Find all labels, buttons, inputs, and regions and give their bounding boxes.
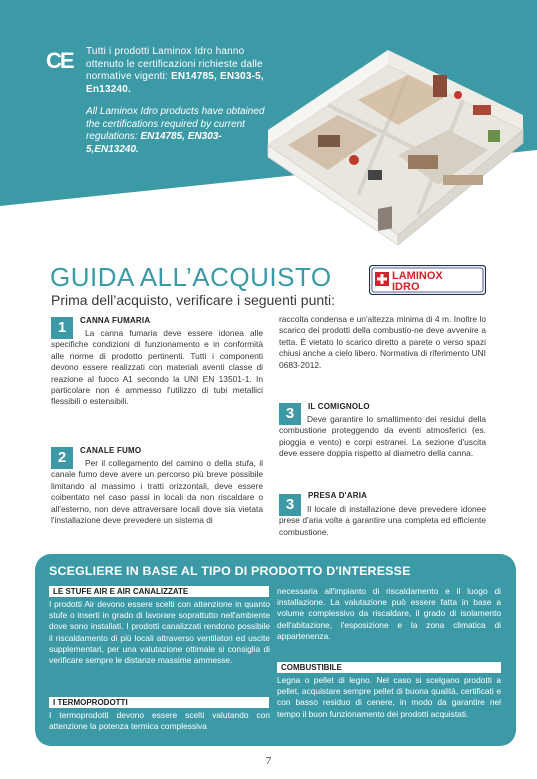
certification-text-it xyxy=(86,46,268,96)
text-stufe-air: I prodotti Air devono essere scelti con attenzione in quanto stufe o inserti in grado di lavorare soprattutto nell'ambiente dove sono installati. I prodotti canalizzati rendono possibile il riscaldamento di più locali attraverso ventilatori ed uscite supplementari, per una valutazione ottimale si consiglia di verificare sempre le distanze massime ammesse. xyxy=(49,599,270,666)
cert-it-norms: EN14785, EN303-5, En13240. xyxy=(86,71,264,95)
section-title-canna-fumaria: CANNA FUMARIA xyxy=(80,316,151,325)
section-number: 1 xyxy=(51,317,73,339)
cert-it-text: Tutti i prodotti Laminox Idro hanno ottenuto le certificazioni richieste dalle normative vigenti: xyxy=(86,46,263,82)
certification-text-en xyxy=(86,106,268,156)
section-title-canale-fumo: CANALE FUMO xyxy=(80,446,142,455)
page-title: GUIDA ALL’ACQUISTO xyxy=(50,262,332,292)
text-termoprodotti-cont: necessaria all'impianto di riscaldamento e il luogo di installazione. La valutazione può essere fatta in base a volume complessivo da riscaldare, il grado di isolamento dell'abitazione, l'esposizione e la zona climatica di appartenenza. xyxy=(277,586,501,641)
label-termoprodotti: I TERMOPRODOTTI xyxy=(49,697,269,708)
page-number: 7 xyxy=(265,755,272,767)
section-text-canale-fumo-cont: raccolta condensa e un'altezza minima di 4 m. Inoltre lo scarico dei prodotti della combustio-ne deve avvenire a tetta. È vietato lo scarico diretto a parete o verso spazi chiusi anche a cielo libero. Normativa di riferimento UNI 0683-2012. xyxy=(279,314,486,370)
logo-line2: IDRO xyxy=(392,281,420,293)
section-title-presa-aria: PRESA D'ARIA xyxy=(308,491,368,500)
laminox-idro-logo xyxy=(369,265,486,295)
certification-block xyxy=(48,46,268,156)
page-subtitle: Prima dell’acquisto, verificare i seguenti punti: xyxy=(51,292,336,308)
logo-line1: LAMINOX xyxy=(392,270,443,282)
section-text-canna-fumaria: La canna fumaria deve essere idonea alle specifiche condizioni di funzionamento e in conformità alle norme di prodotto pertinenti. Tutti i componenti devono essere realizzati con materiali aventi classe di reazione al fuoco A1 secondo la UNI EN 13501-1. In particolare non è ammesso l'utilizzo di tubi metallici flessibili o estensibili. xyxy=(51,328,263,407)
section-title-comignolo: IL COMIGNOLO xyxy=(308,402,370,411)
label-combustibile: COMBUSTIBILE xyxy=(277,662,501,673)
section-number: 3 xyxy=(279,494,301,516)
text-termoprodotti: I termoprodotti devono essere scelti valutando con attenzione la potenza termica complessiva xyxy=(49,710,270,732)
section-text-canale-fumo: Per il collegamento del camino o della stufa, il canale fumo deve avere un percorso più breve possibile limitando al massimo i tratti orizzontali, deve essere coibentato nel caso passi in locali da non riscaldare o all'esterno, non deve attraversare locali dove sia vietata l'installazione deve prevedere un sistema di xyxy=(51,458,263,526)
section-number: 3 xyxy=(279,403,301,425)
product-choice-box xyxy=(35,554,516,746)
house-illustration xyxy=(258,35,528,245)
product-box-title: SCEGLIERE IN BASE AL TIPO DI PRODOTTO D'INTERESSE xyxy=(49,564,411,578)
text-combustibile: Legna o pellet di legno. Nel caso si scelgano prodotti a pellet, acquistare sempre pellet di buona qualità, certificati e con basso residuo di cenere, in modo da garantire nel tempo il buon funzionamento dei prodotti acquistati. xyxy=(277,675,501,719)
section-text-comignolo: Deve garantire lo smaltimento dei residui della combustione proteggendo da eventi atmosferici (es. pioggia e vento) e corpi estranei. La sezione d'uscita deve essere doppia rispetto al diametro della canna. xyxy=(279,414,486,459)
section-text-presa-aria: Il locale di installazione deve prevedere idonee prese d'aria volte a garantire una completa ed efficiente combustione. xyxy=(279,504,486,537)
cert-en-text: All Laminox Idro products have obtained the certifications required by current regulations: xyxy=(86,106,265,142)
section-number: 2 xyxy=(51,447,73,469)
label-stufe-air: LE STUFE AIR E AIR CANALIZZATE xyxy=(49,586,269,597)
cert-en-norms: EN14785, EN303-5,EN13240. xyxy=(86,131,222,155)
ce-mark-icon: CE xyxy=(46,48,73,73)
